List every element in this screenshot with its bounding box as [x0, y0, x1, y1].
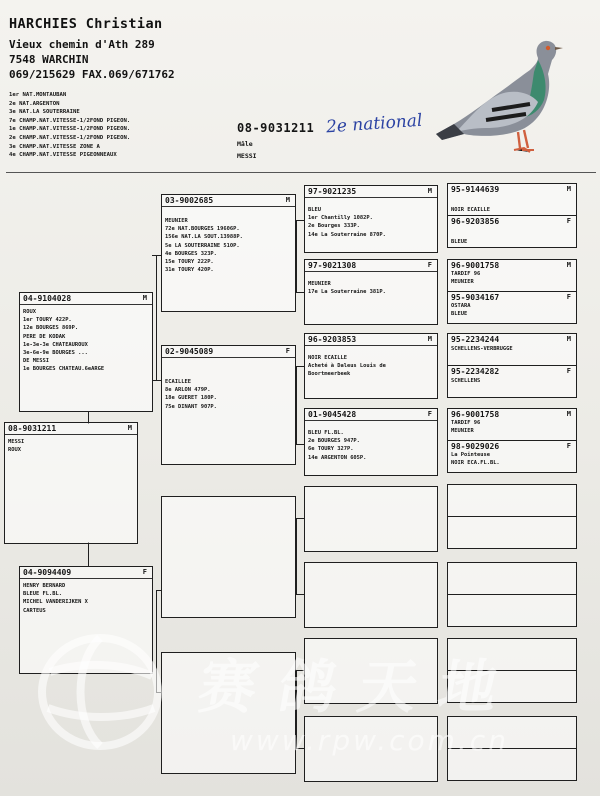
pigeon-detail: SCHELLENS	[451, 378, 481, 384]
sex-marker: F	[427, 410, 432, 418]
tree-connector	[296, 366, 297, 445]
pigeon-detail: 3e-6e-9e BOURGES ...	[23, 350, 88, 357]
sex-marker: M	[285, 196, 290, 204]
pigeon-detail: 1e-3e-3e CHATEAUROUX	[23, 341, 88, 348]
pigeon-detail: 31e TOURY 420P.	[165, 267, 214, 274]
pigeon-detail: 2e Bourges 333P.	[308, 223, 360, 230]
result-item: 7e CHAMP.NAT.VITESSE-1/2FOND PIGEON.	[9, 117, 131, 124]
box-rule	[162, 206, 295, 207]
breeder-address-city: 7548 WARCHIN	[9, 53, 89, 66]
box-rule	[162, 357, 295, 358]
sex-marker: F	[142, 568, 147, 576]
ring-number: 95-9034167	[451, 293, 500, 302]
pigeon-detail: OSTARA	[451, 303, 471, 309]
pedigree-gggen-box	[447, 408, 577, 441]
pigeon-detail: MEUNIER	[451, 279, 474, 285]
ring-number: 95-2234244	[451, 335, 500, 344]
pigeon-illustration	[434, 30, 564, 158]
pigeon-detail: La Pointeuse	[451, 452, 490, 458]
pigeon-detail: BLEUE	[451, 311, 468, 317]
pigeon-detail: TARDIF 96	[451, 271, 481, 277]
tree-connector	[88, 542, 89, 566]
tree-connector	[156, 590, 157, 693]
ring-number: 08-9031211	[8, 424, 57, 433]
sex-marker: M	[566, 261, 571, 269]
pigeon-detail: MEUNIER	[451, 428, 474, 434]
sex-marker: F	[566, 217, 571, 225]
ring-number: 96-9203853	[308, 335, 357, 344]
pigeon-detail: ROUX	[23, 309, 36, 315]
ring-number: 98-9029026	[451, 442, 500, 451]
result-item: 2e CHAMP.NAT.VITESSE-1/2FOND PIGEON.	[9, 134, 131, 141]
ring-number: 04-9104028	[23, 294, 72, 303]
result-item: 4e CHAMP.NAT.VITESSE PIGEONNEAUX	[9, 152, 117, 159]
pedigree-gggen-box	[447, 291, 577, 324]
pigeon-detail: BLEUE FL.BL.	[23, 591, 62, 598]
handwritten-note: 2e national	[325, 110, 423, 138]
pigeon-detail: MESSI	[8, 439, 25, 445]
pigeon-detail: 2e BOURGES 947P.	[308, 438, 360, 445]
pigeon-detail: BLEU	[308, 207, 321, 213]
header-divider	[6, 172, 596, 173]
pigeon-detail: NOIR ECAILLE	[308, 355, 347, 361]
ring-number: 95-2234282	[451, 367, 500, 376]
pedigree-sire	[19, 292, 153, 412]
pigeon-detail: 1er Chantilly 1082P.	[308, 215, 373, 222]
pedigree-gggen-box	[447, 333, 577, 366]
pigeon-detail: BLEUE	[451, 239, 468, 245]
box-rule	[20, 304, 152, 305]
sex-marker: F	[427, 261, 432, 269]
pigeon-detail: ECAILLEE	[165, 379, 191, 385]
pigeon-detail: ROUX	[8, 447, 21, 454]
pigeon-detail: 1er TOURY 422P.	[23, 317, 72, 324]
ring-number: 95-9144639	[451, 185, 500, 194]
sex-marker: F	[566, 442, 571, 450]
pigeon-detail: MICHEL VANDERIJKEN X	[23, 599, 88, 606]
pigeon-detail: NOIR ECA.FL.BL.	[451, 460, 500, 466]
sex-marker: M	[566, 410, 571, 418]
tree-connector	[296, 518, 297, 595]
sex-marker: M	[127, 424, 132, 432]
pedigree-gggen-box	[447, 365, 577, 398]
sex-marker: M	[142, 294, 147, 302]
pigeon-detail: 14e La Souterraine 870P.	[308, 231, 386, 238]
pedigree-gggen-box	[447, 259, 577, 292]
pedigree-gggen-box	[447, 594, 577, 627]
pedigree-gggen-box	[447, 484, 577, 517]
result-item: 1e CHAMP.NAT.VITESSE-1/2FOND PIGEON.	[9, 126, 131, 133]
watermark-url: www.rpw.com.cn	[230, 724, 509, 757]
pedigree-gggen-box	[447, 440, 577, 473]
ring-number: 02-9045089	[165, 347, 214, 356]
tree-connector	[296, 220, 297, 293]
box-rule	[305, 420, 437, 421]
sex-marker: M	[566, 335, 571, 343]
pigeon-detail: NOIR ECAILLE	[451, 207, 490, 213]
result-item: 2e NAT.ARGENTON	[9, 100, 60, 107]
pigeon-detail: TARDIF 96	[451, 420, 481, 426]
pigeon-detail: 156e NAT.LA SOUT.13988P.	[165, 234, 243, 241]
breeder-address-street: Vieux chemin d'Ath 289	[9, 38, 155, 51]
pedigree-gggen-box	[447, 562, 577, 595]
breeder-name: HARCHIES Christian	[9, 16, 163, 32]
main-pigeon-ring: 08-9031211	[237, 121, 315, 135]
pigeon-detail: 15e TOURY 222P.	[165, 259, 214, 266]
pigeon-detail: CARTEUS	[23, 607, 46, 614]
box-rule	[305, 197, 437, 198]
pigeon-detail: DE MESSI	[23, 358, 49, 365]
pigeon-detail: 14e ARGENTON 605P.	[308, 454, 367, 461]
box-rule	[20, 578, 152, 579]
pigeon-detail: 6e TOURY 327P.	[308, 446, 354, 453]
pedigree-ggen-box	[304, 333, 438, 399]
pigeon-detail: MEUNIER	[308, 281, 331, 287]
sex-marker: M	[427, 335, 432, 343]
pedigree-ggen-box	[304, 408, 438, 476]
main-pigeon-name: MESSI	[237, 152, 257, 160]
results-list	[9, 91, 130, 160]
breeder-phone-fax: 069/215629 FAX.069/671762	[9, 68, 175, 81]
sex-marker: M	[427, 187, 432, 195]
ring-number: 97-9021235	[308, 187, 357, 196]
result-item: 3e CHAMP.NAT.VITESSE ZONE A	[9, 143, 100, 150]
main-pigeon-sex: Mâle	[237, 140, 253, 148]
box-rule	[5, 434, 137, 435]
pigeon-detail: 4e BOURGES 323P.	[165, 250, 217, 257]
pigeon-detail: 18e GUERET 180P.	[165, 395, 217, 402]
pigeon-detail: Acheté à Daleus Louis de	[308, 363, 386, 370]
pedigree-subject	[4, 422, 138, 544]
pigeon-detail: BLEU FL.BL.	[308, 430, 344, 436]
pedigree-sire-dam	[161, 345, 296, 465]
pedigree-gggen-box	[447, 215, 577, 248]
pedigree-ggen-box	[304, 562, 438, 628]
result-item: 3e NAT.LA SOUTERRAINE	[9, 109, 80, 116]
pigeon-detail: SCHELLENS-VERBRUGGE	[451, 346, 513, 352]
pedigree-ggen-box	[304, 486, 438, 552]
watermark-chinese-text: 赛鸽天地	[193, 653, 526, 721]
pigeon-detail: 12e BOURGES 869P.	[23, 325, 79, 332]
pigeon-detail: 75e DINANT 907P.	[165, 403, 217, 410]
sex-marker: F	[285, 347, 290, 355]
pigeon-detail: 72e NAT.BOURGES 19606P.	[165, 226, 240, 233]
pigeon-detail: HENRY BERNARD	[23, 583, 66, 589]
ring-number: 97-9021308	[308, 261, 357, 270]
pedigree-dam-sire	[161, 496, 296, 618]
pedigree-ggen-box	[304, 259, 438, 325]
pedigree-gggen-box	[447, 516, 577, 549]
ring-number: 01-9045428	[308, 410, 357, 419]
pigeon-detail: 17e La Souterraine 381P.	[308, 289, 386, 296]
box-rule	[305, 271, 437, 272]
pedigree-sire-sire	[161, 194, 296, 312]
ring-number: 04-9094409	[23, 568, 72, 577]
pigeon-detail: MEUNIER	[165, 218, 188, 224]
sex-marker: M	[566, 185, 571, 193]
ring-number: 96-9001758	[451, 261, 500, 270]
ring-number: 96-9203856	[451, 217, 500, 226]
ring-number: 03-9002685	[165, 196, 214, 205]
pigeon-detail: 1e BOURGES CHATEAU.6eARGE	[23, 366, 105, 373]
pigeon-detail: 5e LA SOUTERRAINE 510P.	[165, 242, 240, 249]
ring-number: 96-9001758	[451, 410, 500, 419]
result-item: 1er NAT.MONTAUBAN	[9, 92, 67, 98]
sex-marker: F	[566, 367, 571, 375]
pigeon-detail: 8e ARLON 479P.	[165, 387, 211, 394]
pigeon-detail: Boortmeerbeek	[308, 371, 351, 378]
pedigree-dam	[19, 566, 153, 674]
pedigree-ggen-box	[304, 185, 438, 253]
tree-connector	[156, 255, 157, 381]
box-rule	[305, 345, 437, 346]
sex-marker: F	[566, 293, 571, 301]
pedigree-gggen-box	[447, 183, 577, 216]
pigeon-detail: PERE DE KODAK	[23, 333, 66, 340]
